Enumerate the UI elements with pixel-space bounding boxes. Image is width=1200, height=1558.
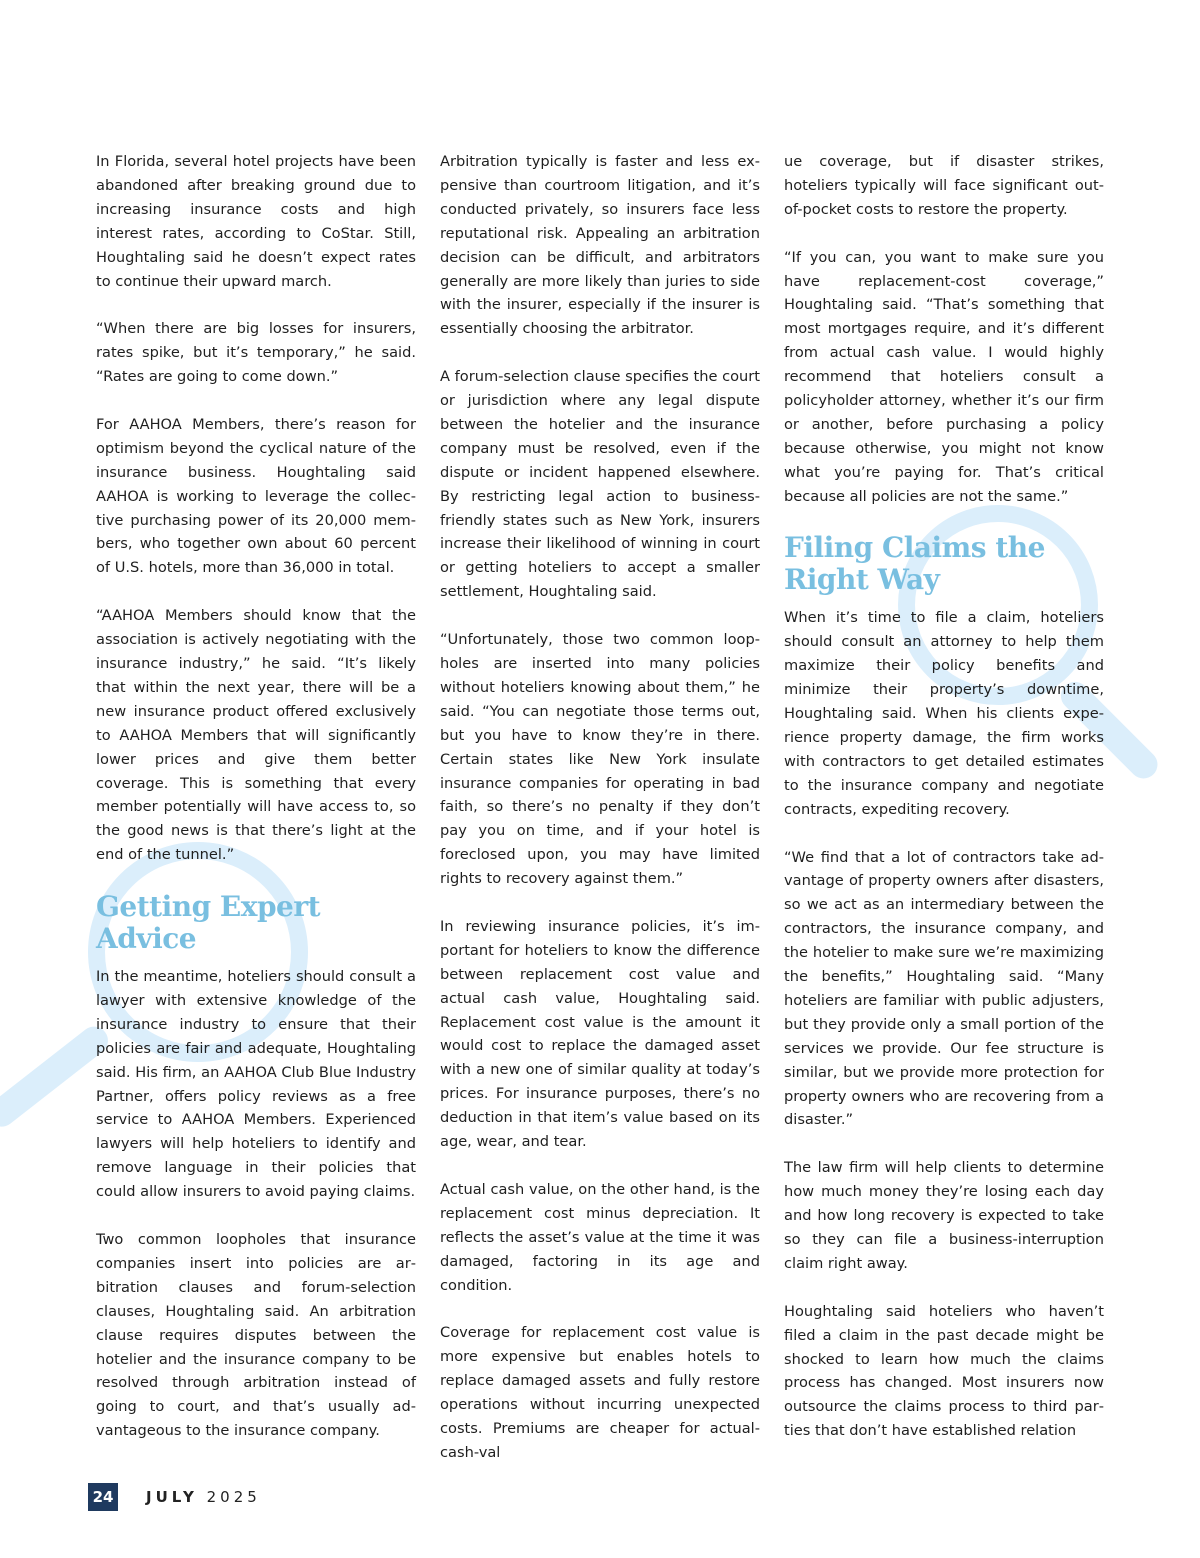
paragraph: Arbitration typically is faster and less expensive than courtroom litigation, and it’s conducted privately, so insurers face less reputational risk. Appealing an arbitration decision can be difficult, and arbitrators generally are more likely than juries to side with the insurer, especially if the insurer is essentially choosing the arbitrator. (440, 153, 760, 338)
article-column-2 (440, 150, 760, 1489)
paragraph: When it’s time to file a claim, hoteliers should consult an attorney to help them maximize their policy benefits and minimize their property’s downtime, Houghtaling said. When his clients experience property damage, the firm works with contractors to get detailed estimates to the insurance company and negotiate contracts, expediting recovery. (784, 609, 1104, 818)
paragraph: Houghtaling said hoteliers who haven’t filed a claim in the past decade might be shocked to learn how much the claims process has changed. Most insurers now outsource the claims process to third parties that don’t have established relation (784, 1302, 1104, 1440)
paragraph: For AAHOA Members, there’s reason for optimism beyond the cyclical nature of the insurance business. Houghtaling said AAHOA is working to leverage the collective purchasing power of its 20,000 members, who together own about 60 percent of U.S. hotels, more than 36,000 in total. (96, 415, 416, 577)
paragraph: The law firm will help clients to determine how much money they’re losing each day and how long recovery is expected to take so they can file a business-interruption claim right away. (784, 1159, 1104, 1272)
paragraph: A forum-selection clause specifies the court or jurisdiction where any legal dispute between the hotelier and the insurance company must be resolved, even if the dispute or incident happened elsewhere. By restricting legal action to business-friendly states such as New York, insurers increase their likelihood of winning in court or getting hoteliers to accept a smaller settlement, Houghtaling said. (440, 368, 760, 601)
paragraph: Coverage for replacement cost value is more expensive but enables hotels to replace damaged assets and fully restore operations without incurring unexpected costs. Premiums are cheaper for actual-cash-val (440, 1324, 760, 1461)
section-heading-getting-expert-advice: Getting Expert Advice (96, 890, 321, 956)
page-number-badge: 24 (88, 1483, 118, 1511)
paragraph: “If you can, you want to make sure you have replacement-cost coverage,” Houghtaling said. “That’s something that most mortgages require, and it’s different from actual cash value. I would highly recommend that hoteliers consult a policyholder attorney, whether it’s our firm or another, before purchasing a policy because otherwise, you might not know what you’re paying for. That’s critical because all policies are not the same.” (784, 248, 1104, 505)
paragraph: In the meantime, hoteliers should consult a lawyer with extensive knowledge of the insurance industry to ensure that their policies are fair and adequate, Houghtaling said. His firm, an AAHOA Club Blue Industry Partner, offers policy reviews as a free service to AAHOA Members. Experienced lawyers will help hoteliers to identify and remove language in their policies that could allow insurers to avoid paying claims. (96, 968, 416, 1201)
issue-month: JULY (146, 1488, 198, 1506)
paragraph: “When there are big losses for insurers, rates spike, but it’s temporary,” he said. “Rates are going to come down.” (96, 320, 416, 386)
article-column-3 (784, 150, 1104, 1467)
paragraph: “Unfortunately, those two common loopholes are inserted into many policies without hoteliers knowing about them,” he said. “You can negotiate those terms out, but you have to know they’re in there. Certain states like New York insulate insurance companies for operating in bad faith, so there’s no penalty if they don’t pay you on time, and if your hotel is foreclosed upon, you may have limited rights to recovery against them.” (440, 631, 760, 888)
paragraph: Actual cash value, on the other hand, is the replacement cost minus depreciation. It reflects the asset’s value at the time it was damaged, factoring in its age and condition. (440, 1180, 760, 1294)
page-footer (88, 1483, 261, 1511)
paragraph: “AAHOA Members should know that the association is actively negotiating with the insurance industry,” he said. “It’s likely that within the next year, there will be a new insurance product offered exclusively to AAHOA Members that will significantly lower prices and give them better coverage. This is something that every member potentially will have access to, so the good news is that there’s light at the end of the tunnel.” (96, 607, 416, 864)
paragraph: In reviewing insurance policies, it’s important for hoteliers to know the difference between replacement cost value and actual cash value, Houghtaling said. Replacement cost value is the amount it would cost to replace the damaged asset with a new one of similar quality at today’s prices. For insurance purposes, there’s no deduction in that item’s value based on its age, wear, and tear. (440, 917, 760, 1151)
section-heading-filing-claims: Filing Claims the Right Way (784, 531, 1045, 597)
issue-year: 2025 (206, 1488, 261, 1506)
paragraph: ue coverage, but if disaster strikes, hoteliers typically will face significant out-of-pocket costs to restore the property. (784, 153, 1104, 218)
paragraph: “We find that a lot of contractors take advantage of property owners after disasters, so we act as an intermediary between the contractors, the insurance company, and the hotelier to make sure we’re maximizing the benefits,” Houghtaling said. “Many hoteliers are familiar with public adjusters, but they provide only a small portion of the services we provide. Our fee structure is similar, but we provide more protection for property owners who are recovering from a disaster.” (784, 848, 1104, 1129)
paragraph: In Florida, several hotel projects have been abandoned after breaking ground due to increasing insurance costs and high interest rates, according to CoStar. Still, Houghtaling said he doesn’t expect rates to continue their upward march. (96, 153, 416, 290)
article-column-1 (96, 150, 416, 1467)
issue-date (146, 1488, 261, 1506)
paragraph: Two common loopholes that insurance companies insert into policies are arbitration clauses and forum-selection clauses, Houghtaling said. An arbitration clause requires disputes between the hotelier and the insurance company to be resolved through arbitration instead of going to court, and that’s usually advantageous to the insurance company. (96, 1230, 416, 1440)
